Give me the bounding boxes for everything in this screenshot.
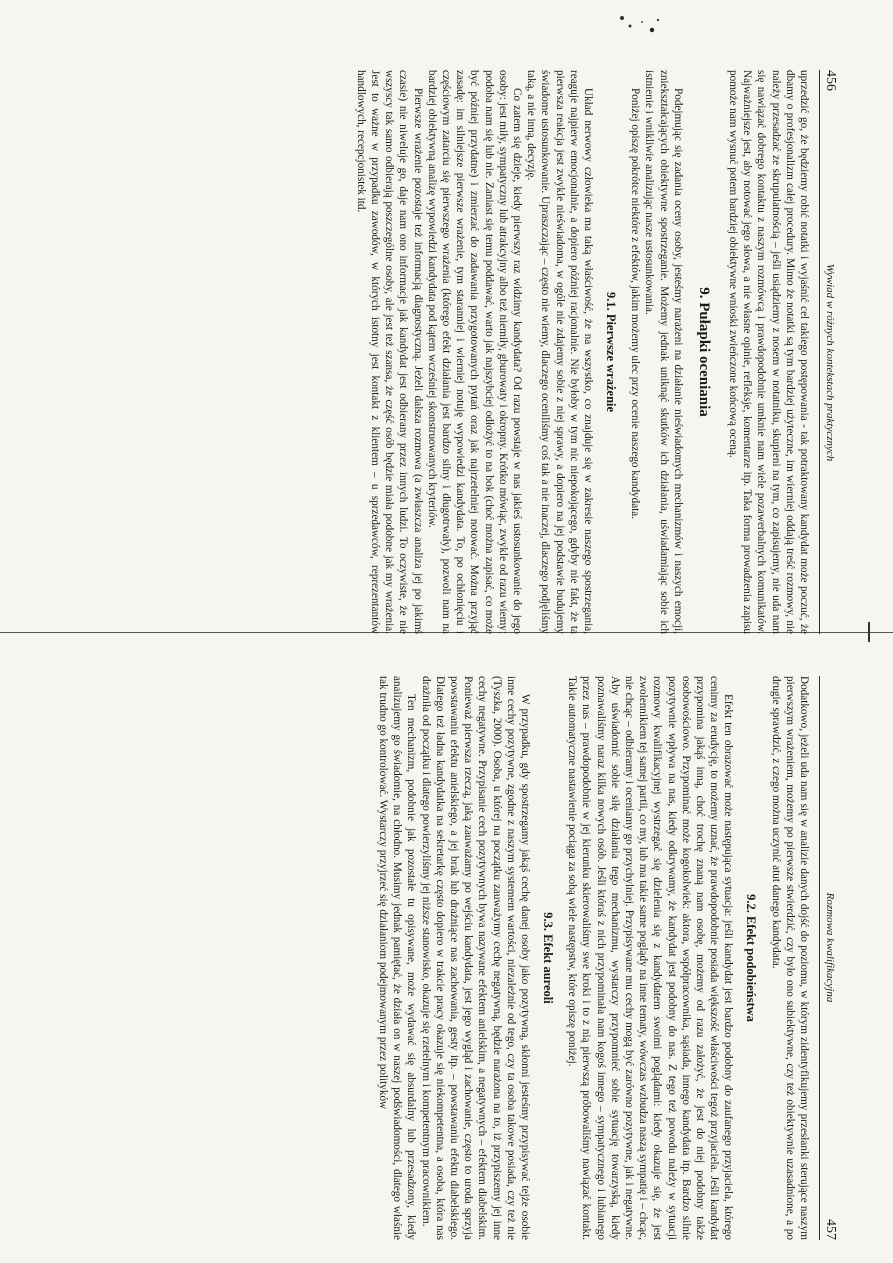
right-intro-paragraph: Dodatkowo, jeżeli uda nam się w analizie danych dojść do poziomu, w którym zidentyfikujemy przesłanki sterujące naszym pierwszym wrażeniem, możemy po pierwsze stwierdzić, czy było ono subiektywne, czy też obiektywnie uzasadnione, a po drugie sprawdzić, z czego można uczynić atut danego kandydata. xyxy=(769,676,810,1240)
similarity-paragraph-1: Efekt ten obrazować może następująca sytuacja: jeśli kandydat jest bardzo podobny do zaufanego przyjaciela, którego cenimy za erudycję, to możemy uznać, że prawdopodobnie posiada większość właściwości tegoż przyjaciela. Jeśli kandydat przypomina jakąś inną, choć trochę znaną nam osobę, możemy od razu założyć, że jest do niej podobny także osobowościowo. Przypominać może kogokolwiek: aktora, współpracownika, sąsiada, innego kandydata itp. Bardzo silnie pozytywnie wpływa na nas, kiedy odkrywamy, że kandydat jest podobny do nas. Z tego też powodu należy w sytuacji rozmowy kwalifikacyjnej wystrzegać się dzielenia się z kandydatem swoimi poglądami: kiedy okazuje się, że jest zwolennikiem tej samej partii, co my, lub ma takie same poglądy na inne tematy, wówczas wzbudza naszą sympatię i – chcąc, nie chcąc – odbieramy i oceniamy go przychylniej. Przypisywane mu cechy mogą być zarówno pozytywne, jak i negatywne. Aby uświadomić sobie siłę działania tego mechanizmu, wystarczy przypomnieć sobie sytuację towarzyską, kiedy poznawaliśmy naraz kilka nowych osób. Jeśli któraś z nich przypominała nam kogoś innego – sympatycznego i lubianego przez nas – prawdopodobnie w jej kierunku skierowaliśmy swe kroki i to z nią pierwszą próbowaliśmy nawiązać kontakt. Takie automatyczne nastawienie pociąga za sobą wiele następstw, które opiszę poniżej. xyxy=(566,676,735,1240)
right-page-number: 457 xyxy=(823,1219,838,1240)
halo-paragraph-1: W przypadku, gdy spostrzegamy jakąś cechę danej osoby jako pozytywną, skłonni jesteśmy przypisywać tejże osobie inne cechy pozytywne, zgodne z naszym systemem wartości, niezależnie od tego, czy ta osoba takowe posiada, czy też nie (Tyszka, 2000). Osoba, u której na początku zauważymy cechę negatywną, będzie narażona na to, iż przypiszemy jej inne cechy negatywne. Przypisanie cech pozytywnych bywa nazywane efektem anielskim, a negatywnych – efektem diabelskim. Ponieważ pierwsza rzeczą, jaką zauważamy po wejściu kandydata, jest jego wygląd i zachowanie, często to uroda sprzyja powstawaniu efektu anielskiego, a jej brak lub drażniące nas zachowania, gesty itp. – powstawaniu efektu diabelskiego. Dlatego też ładna kandydatka na sekretarkę często dopiero w trakcie pracy okazuje się niekompetentna, a osoba, która nas drażniła od początku i dlatego powierzyliśmy jej niższe stanowisko, okazuje się rzetelnym i kompetentnym pracownikiem. xyxy=(419,676,531,1240)
left-page-number: 456 xyxy=(823,70,838,91)
left-intro-paragraph: uprzedzić go, że będziemy robić notatki i wyjaśnić cel takiego postępowania - tak potraktowany kandydat może poczuć, że dbamy o profesjonalizm całej procedury. Mimo że notatki są tym bardziej użyteczne, im wierniej oddają treść rozmowy, nie należy przesadzać ze skrupulatnością – jeśli usiądziemy z nosem w notatniku, skupieni na tym, co zapisujemy, nie uda nam się nawiązać dobrego kontaktu z naszym rozmówcą i prawdopodobnie umknie nam wiele pozawerbalnych komunikatów. Najważniejsze jest, aby notować jego słowa, a nie własne opinie, refleksje, komentarze itp. Taka forma prowadzenia zapisu pomoże nam wysnuć potem bardziej obiektywne wnioski zwieńczone końcową oceną. xyxy=(726,70,810,634)
section-title-halo-effect: 9.3. Efekt aureoli xyxy=(540,912,555,1004)
right-page-header xyxy=(819,676,838,1240)
section-paragraph-3: Pierwsze wrażenie pozostaje też informacją diagnostyczną. Jeżeli dalsza rozmowa (a zwłaszcza analiza jej po jakimś czasie) nie niweluje go, daje nam ono informacje jak kandydat jest odbierany przez innych ludzi. To oczywiste, że nie wszyscy tak samo odbierają poszczególne osoby, ale jest też szansa, że część osób będzie miała podobne jak my wrażenia. Jest to ważne w przypadku zawodów, w których istotny jest kontakt z klientem – u sprzedawców, reprezentantów handlowych, recepcjonistek itd. xyxy=(354,70,424,634)
chapter-paragraph-1: Podejmując się zadania oceny osoby, jesteśmy narażeni na działanie nieświadomych mechanizmów i naszych emocji, zniekształcających obiektywne spostrzeganie. Możemy jednak uniknąć skutków ich działania, uświadamiając sobie ich istnienie i wnikliwie analizując nasze ustosunkowania. xyxy=(643,70,684,634)
left-running-title: Wywiad w różnych kontekstach praktycznych xyxy=(824,263,836,462)
chapter-title: 9. Pułapki oceniania xyxy=(695,287,712,417)
section-title-first-impression: 9.1. Pierwsze wrażenie xyxy=(603,291,618,413)
chapter-paragraph-2: Poniżej opiszę pokrótce niektóre z efektów, jakim możemy ulec przy ocenie naszego kandydata. xyxy=(629,88,642,520)
spine-edge-mark xyxy=(868,622,892,642)
section-paragraph-1: Układ nerwowy człowieka ma taką właściwość, że na wszystko, co znajduje się w zakresie naszego spostrzegania, reaguje najpierw emocjonalnie, a dopiero później racjonalnie. Nie byłoby w tym nic niepokojącego, gdyby nie fakt, że ta pierwsza reakcja jest zwykle nieświadoma, w ogóle nie zdajemy sobie z niej sprawy, a dopiero na jej podstawie budujemy świadome ustosunkowanie. Upraszczając – często nie wiemy, dlaczego oceniliśmy coś tak a nie inaczej, dlaczego podjęliśmy taką, a nie inną, decyzję. xyxy=(525,70,594,634)
section-paragraph-2: Co zatem się dzieje, kiedy pierwszy raz widzimy kandydata? Od razu powstaje w nas jakieś ustosunkowanie do jego osoby: jest miły, sympatyczny lub atrakcyjny albo też niemiły, gburowaty i okropny. Krótko mówiąc, zwykle od razu wiemy: podoba nam się lub nie. Zaniast się temu poddawać, warto jak najszybciej odłożyć to na bok (choć można zapisać, co może być później przydatne) i zmierzać do zadawania przygotowanych pytań oraz jak najrzetelniej notować. Można przyjąć zasadę: im silniejsze pierwsze wrażenie, tym staranniej i wierniej notuję wypowiedzi kandydata. To, po ochłonięciu i częściowym zatarciu się pierwszego wrażenia (którego efekt działania jest bardzo silny i długotrwały), pozwoli nam na bardziej obiektywną analizę wypowiedzi kandydata pod kątem wcześniej skonstruowanych kryteriów. xyxy=(425,70,523,634)
right-running-title: Rozmowa kwalifikacyjna xyxy=(824,892,836,1003)
left-page xyxy=(58,62,838,642)
right-page xyxy=(58,668,838,1248)
left-page-header xyxy=(819,70,838,634)
scan-dust-specks xyxy=(612,6,672,46)
halo-paragraph-2: Ten mechanizm, podobnie jak pozostałe tu opisywane, może wydawać się absurdalny lub przesadzony, kiedy analizujemy go świadomie, na chłodno. Musimy jednak pamiętać, że działa on w naszej podświadomości, dlatego właśnie tak trudno go kontrolować. Wystarczy przyjrzeć się działaniom podejmowanym przez polityków xyxy=(376,676,418,1240)
section-title-similarity-effect: 9.2. Efekt podobieństwa xyxy=(744,894,759,1022)
